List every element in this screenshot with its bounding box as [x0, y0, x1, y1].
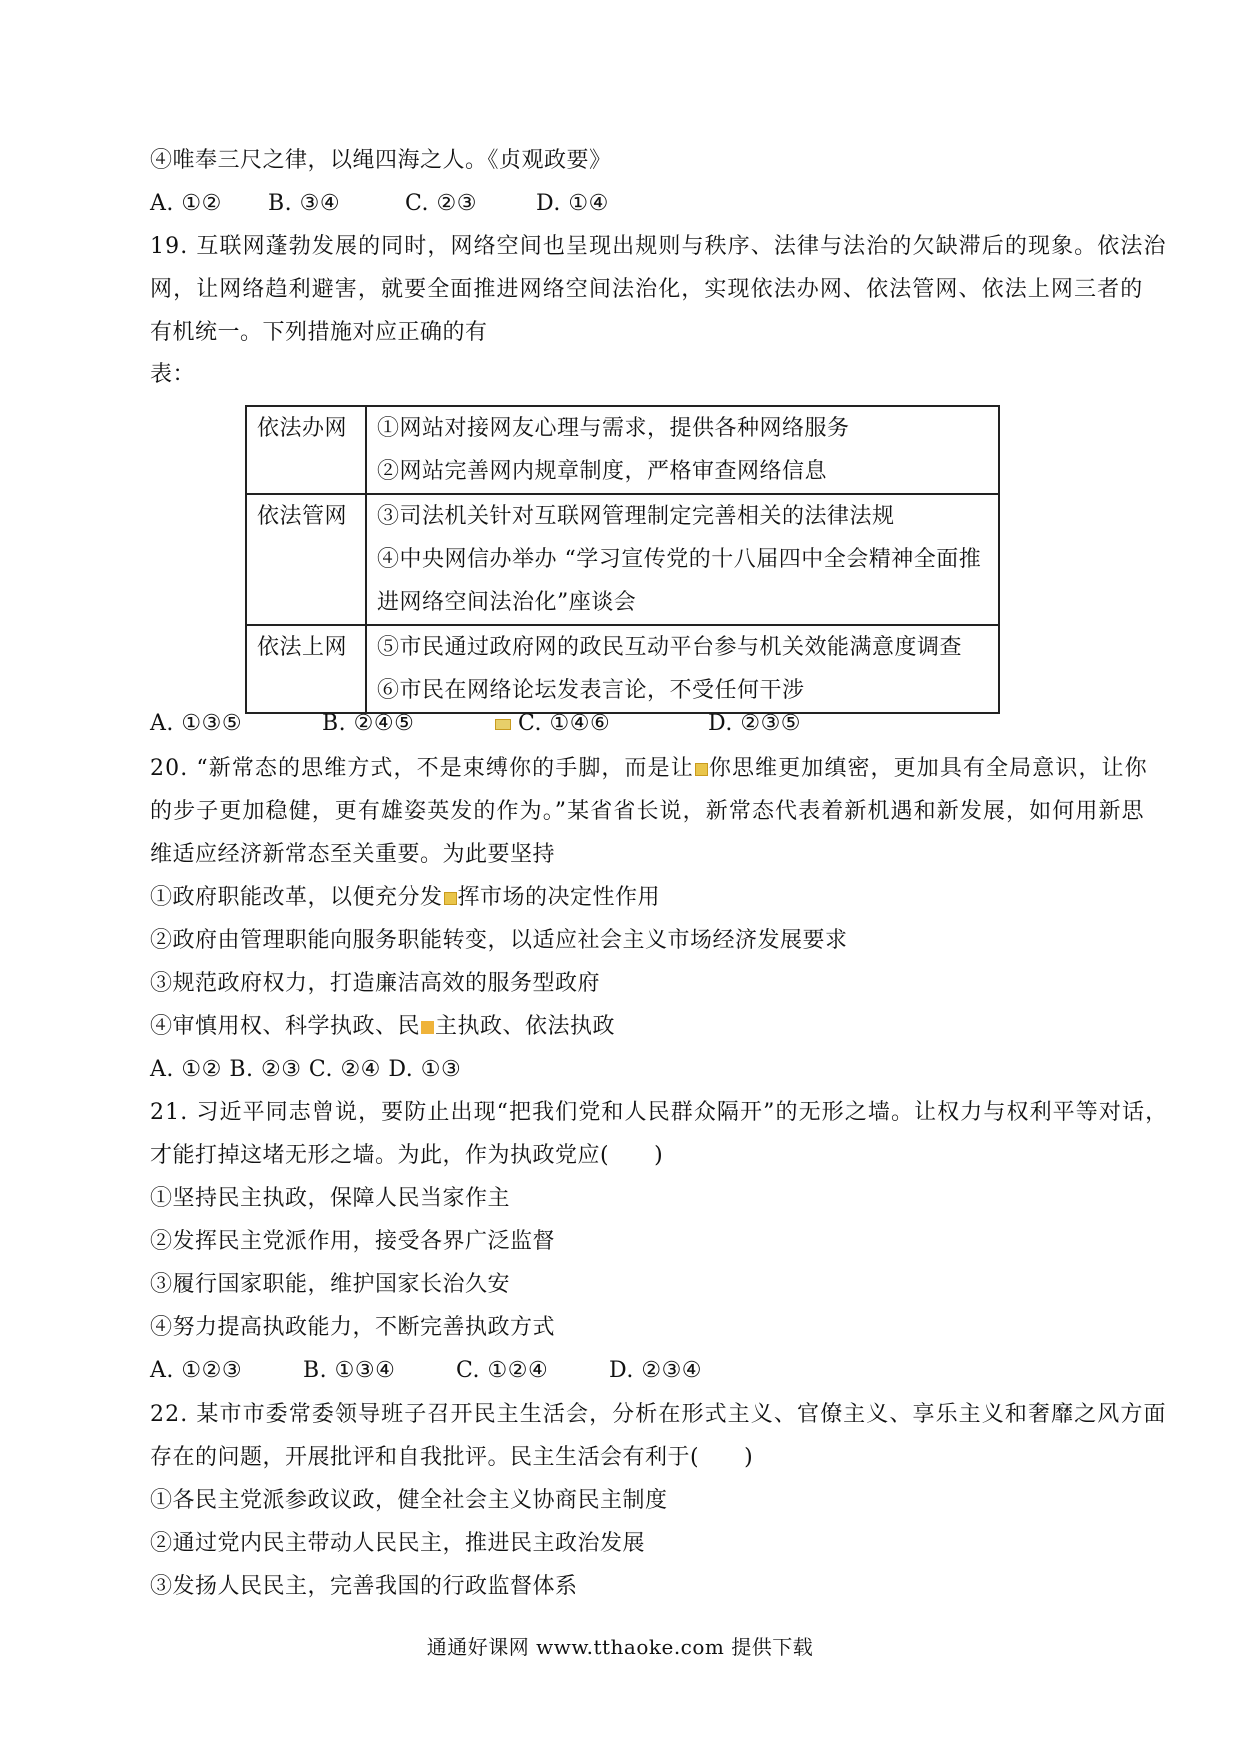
q22-stem-line-1: 22. 某市市委常委领导班子召开民主生活会，分析在形式主义、官僚主义、享乐主义和奢靡之风方面: [150, 1402, 1167, 1427]
table-cell-items: [366, 625, 999, 713]
q20-stem-line-1-end: 你思维更加缜密，更加具有全局意识，让你: [708, 756, 1148, 781]
table-cell-category: 依法上网: [246, 625, 366, 713]
q19-stem-line-2: 网，让网络趋利避害，就要全面推进网络空间法治化，实现依法办网、依法管网、依法上网三者的: [150, 277, 1144, 302]
table-item: ④中央网信办举办 “学习宣传党的十八届四中全会精神全面推: [377, 547, 982, 572]
q21-item-2: ②发挥民主党派作用，接受各界广泛监督: [150, 1229, 556, 1254]
table-item: ③司法机关针对互联网管理制定完善相关的法律法规: [377, 504, 895, 529]
q19-measures-table: [245, 405, 1000, 714]
q21-option-d: D. ②③④: [609, 1358, 703, 1383]
q20-stem-line-1: [150, 754, 1148, 784]
q22-item-1: ①各民主党派参政议政，健全社会主义协商民主制度: [150, 1488, 668, 1513]
table-cell-category: 依法管网: [246, 494, 366, 625]
table-cell-items: [366, 406, 999, 494]
q22-stem-line-2: 存在的问题，开展批评和自我批评。民主生活会有利于( ): [150, 1445, 754, 1470]
q21-option-b: B. ①③④: [303, 1358, 396, 1383]
q21-item-4: ④努力提高执政能力，不断完善执政方式: [150, 1315, 556, 1340]
q19-stem-line-3: 有机统一。下列措施对应正确的有: [150, 320, 488, 345]
table-cell-category: 依法办网: [246, 406, 366, 494]
table-item: ⑤市民通过政府网的政民互动平台参与机关效能满意度调查: [377, 635, 963, 660]
q20-item-1-end: 挥市场的决定性作用: [457, 885, 661, 910]
q20-item-2: ②政府由管理职能向服务职能转变，以适应社会主义市场经济发展要求: [150, 928, 848, 953]
watermark-glyph-icon: [695, 763, 708, 776]
table-item: ②网站完善网内规章制度，严格审查网络信息: [377, 459, 828, 484]
q20-item-1: [150, 883, 660, 913]
q18-option-b: B. ③④: [268, 191, 341, 216]
q20-item-4: [150, 1012, 615, 1042]
table-row: [246, 625, 999, 713]
watermark-square-icon: [421, 1021, 434, 1034]
q18-options: [150, 189, 609, 219]
q22-item-2: ②通过党内民主带动人民民主，推进民主政治发展: [150, 1531, 646, 1556]
table-cell-items: [366, 494, 999, 625]
q21-stem-line-1: 21. 习近平同志曾说，要防止出现“把我们党和人民群众隔开”的无形之墙。让权力与权利平等对话，: [150, 1100, 1169, 1125]
watermark-glyph-icon: [495, 719, 511, 730]
q20-options: A. ①② B. ②③ C. ②④ D. ①③: [150, 1057, 462, 1082]
table-item: 进网络空间法治化”座谈会: [377, 590, 637, 615]
q20-item-1-start: ①政府职能改革，以便充分发: [150, 885, 443, 910]
q20-stem-line-1-start: 20. “新常态的思维方式，不是束缚你的手脚，而是让: [150, 756, 694, 781]
q19-options: [150, 709, 801, 739]
q18-option-c: C. ②③: [405, 191, 477, 216]
q21-item-3: ③履行国家职能，维护国家长治久安: [150, 1272, 511, 1297]
q20-item-4-start: ④审慎用权、科学执政、民: [150, 1014, 421, 1039]
q19-stem-line-1: 19. 互联网蓬勃发展的同时，网络空间也呈现出规则与秩序、法律与法治的欠缺滞后的现象。依法治: [150, 234, 1167, 259]
page-footer: 通通好课网 www.tthaoke.com 提供下载: [426, 1635, 814, 1659]
q19-option-d: D. ②③⑤: [708, 711, 802, 736]
q19-option-a: A. ①③⑤: [150, 711, 243, 736]
q21-option-c: C. ①②④: [456, 1358, 549, 1383]
q20-item-4-end: 主执政、依法执政: [435, 1014, 616, 1039]
table-item: ①网站对接网友心理与需求，提供各种网络服务: [377, 416, 850, 441]
q20-stem-line-3: 维适应经济新常态至关重要。为此要坚持: [150, 842, 556, 867]
q20-item-3: ③规范政府权力，打造廉洁高效的服务型政府: [150, 971, 601, 996]
q21-options: [150, 1356, 702, 1386]
q21-stem-line-2: 才能打掉这堵无形之墙。为此，作为执政党应( ): [150, 1143, 664, 1168]
q21-option-a: A. ①②③: [150, 1358, 243, 1383]
table-row: [246, 494, 999, 625]
q19-option-b: B. ②④⑤: [322, 711, 415, 736]
table-row: [246, 406, 999, 494]
q18-option-a: A. ①②: [150, 191, 222, 216]
q21-item-1: ①坚持民主执政，保障人民当家作主: [150, 1186, 511, 1211]
q19-table-caption: 表：: [150, 362, 196, 387]
q20-stem-line-2: 的步子更加稳健，更有雄姿英发的作为。”某省省长说，新常态代表着新机遇和新发展，如何用新思: [150, 799, 1145, 824]
table-item: ⑥市民在网络论坛发表言论，不受任何干涉: [377, 678, 805, 703]
q19-option-c: C. ①④⑥: [518, 711, 611, 736]
q18-item-4: ④唯奉三尺之律，以绳四海之人。《贞观政要》: [150, 148, 612, 173]
watermark-glyph-icon: [444, 892, 457, 905]
q22-item-3: ③发扬人民民主，完善我国的行政监督体系: [150, 1574, 578, 1599]
q18-option-d: D. ①④: [536, 191, 609, 216]
